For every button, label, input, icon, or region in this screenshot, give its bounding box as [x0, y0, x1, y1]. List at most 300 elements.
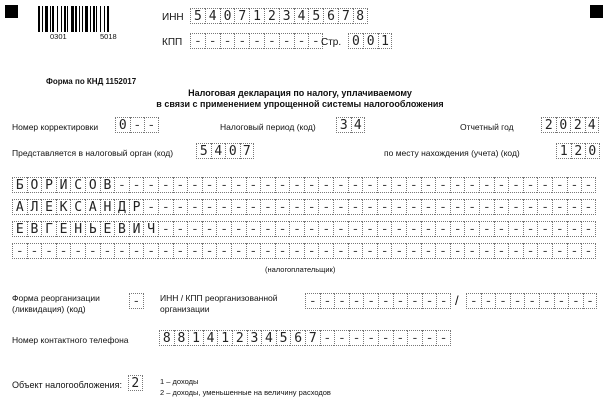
char-cell: -: [567, 243, 582, 259]
char-cell: -: [464, 199, 479, 215]
char-cell: -: [187, 243, 202, 259]
char-cell: -: [349, 293, 364, 309]
barcode-bars: [38, 6, 133, 32]
char-cell: -: [231, 199, 246, 215]
char-cell: -: [406, 221, 421, 237]
taxation-object-label: Объект налогообложения:: [12, 380, 122, 390]
correction-number-cells[interactable]: [115, 117, 159, 133]
char-cell: -: [537, 177, 552, 193]
char-cell: 1: [249, 8, 264, 24]
char-cell: 0: [556, 117, 571, 133]
reporting-year-label: Отчетный год: [460, 122, 514, 132]
char-cell: -: [450, 177, 465, 193]
char-cell: И: [56, 177, 71, 193]
char-cell: -: [173, 243, 188, 259]
form-title-line-2: в связи с применением упрощенной системы налогообложения: [156, 99, 444, 109]
char-cell: -: [552, 177, 567, 193]
char-cell: -: [143, 177, 158, 193]
char-cell: -: [158, 221, 173, 237]
taxpayer-name-row-1[interactable]: [12, 177, 596, 193]
char-cell: -: [231, 177, 246, 193]
char-cell: 0: [363, 33, 378, 49]
char-cell: Ь: [85, 221, 100, 237]
char-cell: -: [391, 177, 406, 193]
inn-cells[interactable]: [190, 8, 368, 24]
char-cell: -: [466, 293, 481, 309]
char-cell: -: [508, 243, 523, 259]
barcode-bar: [100, 6, 101, 32]
char-cell: -: [508, 221, 523, 237]
char-cell: -: [435, 177, 450, 193]
char-cell: -: [377, 243, 392, 259]
char-cell: -: [494, 221, 509, 237]
char-cell: -: [318, 243, 333, 259]
char-cell: В: [114, 221, 129, 237]
char-cell: -: [581, 199, 596, 215]
location-code-label: по месту нахождения (учета) (код): [384, 148, 520, 158]
tax-period-label: Налоговый период (код): [220, 122, 316, 132]
phone-cells[interactable]: [159, 330, 451, 346]
char-cell: 8: [353, 8, 368, 24]
char-cell: -: [275, 243, 290, 259]
char-cell: -: [378, 330, 393, 346]
char-cell: 2: [541, 117, 556, 133]
char-cell: -: [289, 177, 304, 193]
char-cell: 6: [290, 330, 305, 346]
char-cell: 5: [190, 8, 205, 24]
char-cell: -: [348, 221, 363, 237]
char-cell: 0: [348, 33, 363, 49]
char-cell: Н: [70, 221, 85, 237]
char-cell: -: [363, 293, 378, 309]
char-cell: -: [567, 199, 582, 215]
char-cell: 1: [188, 330, 203, 346]
char-cell: 7: [234, 8, 249, 24]
char-cell: Р: [41, 177, 56, 193]
char-cell: -: [41, 243, 56, 259]
char-cell: -: [143, 199, 158, 215]
char-cell: -: [523, 177, 538, 193]
char-cell: -: [318, 199, 333, 215]
char-cell: -: [494, 243, 509, 259]
char-cell: -: [393, 330, 408, 346]
char-cell: -: [85, 243, 100, 259]
char-cell: -: [362, 199, 377, 215]
char-cell: -: [158, 243, 173, 259]
char-cell: Е: [56, 221, 71, 237]
char-cell: 0: [115, 117, 130, 133]
char-cell: -: [187, 199, 202, 215]
char-cell: -: [552, 221, 567, 237]
reorg-inn-cells[interactable]: [305, 293, 451, 309]
barcode-bar: [52, 6, 54, 32]
form-title-line-1: Налоговая декларация по налогу, уплачиваемому: [188, 88, 412, 98]
taxpayer-name-row-4[interactable]: [12, 243, 596, 259]
page-number-cells[interactable]: [348, 33, 392, 49]
barcode-number-right: 5018: [100, 32, 117, 41]
char-cell: -: [143, 243, 158, 259]
char-cell: -: [406, 243, 421, 259]
char-cell: -: [349, 330, 364, 346]
char-cell: -: [260, 199, 275, 215]
char-cell: -: [479, 199, 494, 215]
char-cell: -: [246, 243, 261, 259]
char-cell: -: [158, 177, 173, 193]
tax-period-cells[interactable]: [336, 117, 365, 133]
char-cell: -: [362, 177, 377, 193]
barcode-bar: [50, 6, 51, 32]
char-cell: 7: [240, 143, 255, 159]
char-cell: -: [234, 33, 249, 49]
barcode-bar: [93, 6, 95, 32]
char-cell: -: [421, 177, 436, 193]
char-cell: 4: [211, 143, 226, 159]
char-cell: 4: [294, 8, 309, 24]
char-cell: -: [202, 243, 217, 259]
char-cell: -: [205, 33, 220, 49]
char-cell: Е: [41, 199, 56, 215]
char-cell: -: [289, 221, 304, 237]
taxation-option-2: 2 – доходы, уменьшенные на величину расходов: [160, 388, 331, 397]
char-cell: Е: [12, 221, 27, 237]
char-cell: -: [216, 199, 231, 215]
barcode-bar: [42, 6, 43, 32]
char-cell: -: [231, 243, 246, 259]
char-cell: 2: [571, 143, 586, 159]
char-cell: -: [539, 293, 554, 309]
char-cell: -: [435, 199, 450, 215]
corner-marker-top-right: [590, 5, 603, 18]
char-cell: 0: [220, 8, 235, 24]
char-cell: -: [246, 177, 261, 193]
char-cell: -: [246, 221, 261, 237]
char-cell: 2: [232, 330, 247, 346]
char-cell: 6: [323, 8, 338, 24]
char-cell: -: [464, 177, 479, 193]
char-cell: 4: [585, 117, 600, 133]
char-cell: -: [275, 199, 290, 215]
corner-marker-top-left: [5, 5, 18, 18]
barcode-number-left: 0301: [50, 32, 67, 41]
char-cell: О: [85, 177, 100, 193]
location-code-cells[interactable]: [556, 143, 600, 159]
tax-authority-cells[interactable]: [196, 143, 254, 159]
char-cell: 4: [351, 117, 366, 133]
char-cell: 5: [196, 143, 211, 159]
char-cell: -: [407, 293, 422, 309]
char-cell: -: [333, 221, 348, 237]
char-cell: -: [524, 293, 539, 309]
char-cell: 1: [556, 143, 571, 159]
char-cell: -: [377, 221, 392, 237]
char-cell: -: [537, 221, 552, 237]
char-cell: -: [508, 177, 523, 193]
barcode-bar: [82, 6, 83, 32]
char-cell: -: [173, 199, 188, 215]
barcode-bar: [45, 6, 48, 32]
reporting-year-cells[interactable]: [541, 117, 599, 133]
kpp-cells[interactable]: [190, 33, 323, 49]
char-cell: -: [494, 199, 509, 215]
char-cell: Б: [12, 177, 27, 193]
char-cell: 3: [279, 8, 294, 24]
char-cell: -: [260, 243, 275, 259]
reorg-inn-kpp-label-2: организации: [160, 304, 210, 314]
char-cell: Г: [41, 221, 56, 237]
char-cell: -: [481, 293, 496, 309]
char-cell: -: [264, 33, 279, 49]
char-cell: -: [173, 177, 188, 193]
reorg-form-label-1: Форма реорганизации: [12, 293, 100, 303]
phone-label: Номер контактного телефона: [12, 335, 129, 345]
char-cell: -: [216, 243, 231, 259]
char-cell: -: [304, 221, 319, 237]
char-cell: -: [129, 243, 144, 259]
char-cell: -: [435, 243, 450, 259]
page-number-label: Стр.: [321, 37, 342, 48]
char-cell: -: [523, 243, 538, 259]
reorg-form-label-2: (ликвидация) (код): [12, 304, 86, 314]
char-cell: -: [581, 243, 596, 259]
char-cell: -: [393, 293, 408, 309]
char-cell: -: [334, 293, 349, 309]
char-cell: -: [537, 199, 552, 215]
char-cell: -: [220, 33, 235, 49]
char-cell: -: [479, 243, 494, 259]
char-cell: -: [216, 221, 231, 237]
char-cell: -: [510, 293, 525, 309]
char-cell: С: [70, 177, 85, 193]
reorg-inn-kpp-label-1: ИНН / КПП реорганизованной: [160, 293, 278, 303]
char-cell: -: [348, 177, 363, 193]
char-cell: -: [173, 221, 188, 237]
char-cell: -: [308, 33, 323, 49]
barcode-bar: [79, 6, 80, 32]
char-cell: -: [479, 221, 494, 237]
char-cell: Ч: [143, 221, 158, 237]
char-cell: 8: [174, 330, 189, 346]
char-cell: -: [187, 177, 202, 193]
char-cell: 8: [159, 330, 174, 346]
char-cell: -: [378, 293, 393, 309]
char-cell: -: [422, 293, 437, 309]
char-cell: -: [187, 221, 202, 237]
char-cell: 4: [261, 330, 276, 346]
barcode-bar: [104, 6, 105, 32]
char-cell: Р: [129, 199, 144, 215]
barcode: [38, 6, 133, 41]
char-cell: -: [249, 33, 264, 49]
char-cell: -: [129, 177, 144, 193]
taxation-option-1: 1 – доходы: [160, 377, 199, 386]
char-cell: -: [12, 243, 27, 259]
char-cell: 5: [276, 330, 291, 346]
char-cell: -: [436, 330, 451, 346]
char-cell: -: [129, 293, 144, 309]
knd-form-code: Форма по КНД 1152017: [46, 77, 137, 86]
char-cell: -: [348, 243, 363, 259]
char-cell: С: [70, 199, 85, 215]
char-cell: А: [85, 199, 100, 215]
char-cell: -: [450, 199, 465, 215]
char-cell: -: [421, 221, 436, 237]
reorg-kpp-cells[interactable]: [466, 293, 597, 309]
char-cell: -: [289, 199, 304, 215]
char-cell: -: [304, 177, 319, 193]
char-cell: -: [333, 199, 348, 215]
barcode-bar: [67, 6, 68, 32]
char-cell: -: [479, 177, 494, 193]
char-cell: -: [275, 177, 290, 193]
char-cell: -: [289, 243, 304, 259]
char-cell: -: [144, 117, 159, 133]
char-cell: -: [130, 117, 145, 133]
correction-number-label: Номер корректировки: [12, 122, 99, 132]
char-cell: -: [464, 243, 479, 259]
barcode-bar: [107, 6, 109, 32]
char-cell: -: [581, 221, 596, 237]
char-cell: -: [450, 243, 465, 259]
char-cell: -: [435, 221, 450, 237]
char-cell: -: [567, 221, 582, 237]
barcode-bar: [85, 6, 88, 32]
reorg-separator: /: [455, 293, 459, 308]
char-cell: -: [450, 221, 465, 237]
char-cell: -: [583, 293, 598, 309]
char-cell: -: [523, 221, 538, 237]
barcode-bar: [64, 6, 66, 32]
char-cell: 2: [264, 8, 279, 24]
char-cell: -: [494, 177, 509, 193]
char-cell: -: [552, 199, 567, 215]
char-cell: 3: [336, 117, 351, 133]
char-cell: -: [391, 199, 406, 215]
char-cell: -: [304, 199, 319, 215]
kpp-label: КПП: [162, 37, 183, 48]
char-cell: -: [202, 199, 217, 215]
char-cell: -: [304, 243, 319, 259]
taxpayer-caption: (налогоплательщик): [265, 265, 336, 274]
char-cell: 2: [570, 117, 585, 133]
char-cell: -: [216, 177, 231, 193]
barcode-bar: [75, 6, 77, 32]
barcode-bar: [71, 6, 74, 32]
char-cell: -: [100, 243, 115, 259]
char-cell: -: [552, 243, 567, 259]
barcode-bar: [38, 6, 40, 32]
char-cell: -: [407, 330, 422, 346]
char-cell: -: [422, 330, 437, 346]
char-cell: -: [202, 177, 217, 193]
char-cell: -: [508, 199, 523, 215]
char-cell: -: [391, 221, 406, 237]
char-cell: 0: [225, 143, 240, 159]
char-cell: -: [537, 243, 552, 259]
char-cell: -: [279, 33, 294, 49]
char-cell: -: [421, 243, 436, 259]
char-cell: 0: [585, 143, 600, 159]
char-cell: -: [320, 330, 335, 346]
barcode-bar: [90, 6, 91, 32]
barcode-bar: [96, 6, 97, 32]
char-cell: -: [333, 177, 348, 193]
char-cell: -: [231, 221, 246, 237]
char-cell: -: [320, 293, 335, 309]
char-cell: 2: [128, 375, 143, 391]
char-cell: -: [464, 221, 479, 237]
inn-label: ИНН: [162, 12, 184, 23]
char-cell: -: [523, 199, 538, 215]
char-cell: -: [363, 330, 378, 346]
char-cell: -: [406, 199, 421, 215]
taxpayer-name-row-2[interactable]: [12, 199, 596, 215]
taxpayer-name-row-3[interactable]: [12, 221, 596, 237]
char-cell: 3: [247, 330, 262, 346]
char-cell: В: [100, 177, 115, 193]
char-cell: В: [27, 221, 42, 237]
char-cell: Е: [100, 221, 115, 237]
char-cell: -: [377, 177, 392, 193]
char-cell: -: [362, 221, 377, 237]
char-cell: Л: [27, 199, 42, 215]
reorg-form-cells[interactable]: [129, 293, 144, 309]
char-cell: -: [114, 177, 129, 193]
char-cell: -: [554, 293, 569, 309]
char-cell: -: [568, 293, 583, 309]
char-cell: -: [334, 330, 349, 346]
char-cell: -: [406, 177, 421, 193]
char-cell: -: [294, 33, 309, 49]
char-cell: -: [246, 199, 261, 215]
char-cell: К: [56, 199, 71, 215]
char-cell: -: [581, 177, 596, 193]
char-cell: -: [362, 243, 377, 259]
char-cell: -: [260, 221, 275, 237]
char-cell: -: [27, 243, 42, 259]
char-cell: -: [305, 293, 320, 309]
char-cell: -: [260, 177, 275, 193]
char-cell: А: [12, 199, 27, 215]
char-cell: 7: [338, 8, 353, 24]
char-cell: -: [495, 293, 510, 309]
char-cell: -: [190, 33, 205, 49]
barcode-bar: [57, 6, 58, 32]
char-cell: -: [158, 199, 173, 215]
char-cell: 1: [217, 330, 232, 346]
char-cell: -: [202, 221, 217, 237]
char-cell: Д: [114, 199, 129, 215]
tax-authority-label: Представляется в налоговый орган (код): [12, 148, 174, 158]
char-cell: И: [129, 221, 144, 237]
char-cell: -: [114, 243, 129, 259]
char-cell: 4: [205, 8, 220, 24]
char-cell: -: [275, 221, 290, 237]
char-cell: 5: [308, 8, 323, 24]
barcode-bar: [61, 6, 62, 32]
char-cell: 4: [203, 330, 218, 346]
char-cell: -: [377, 199, 392, 215]
char-cell: -: [318, 177, 333, 193]
taxation-object-cells[interactable]: [128, 375, 143, 391]
char-cell: -: [70, 243, 85, 259]
char-cell: 1: [378, 33, 393, 49]
char-cell: -: [421, 199, 436, 215]
char-cell: Н: [100, 199, 115, 215]
char-cell: -: [436, 293, 451, 309]
char-cell: -: [318, 221, 333, 237]
char-cell: -: [333, 243, 348, 259]
char-cell: -: [56, 243, 71, 259]
